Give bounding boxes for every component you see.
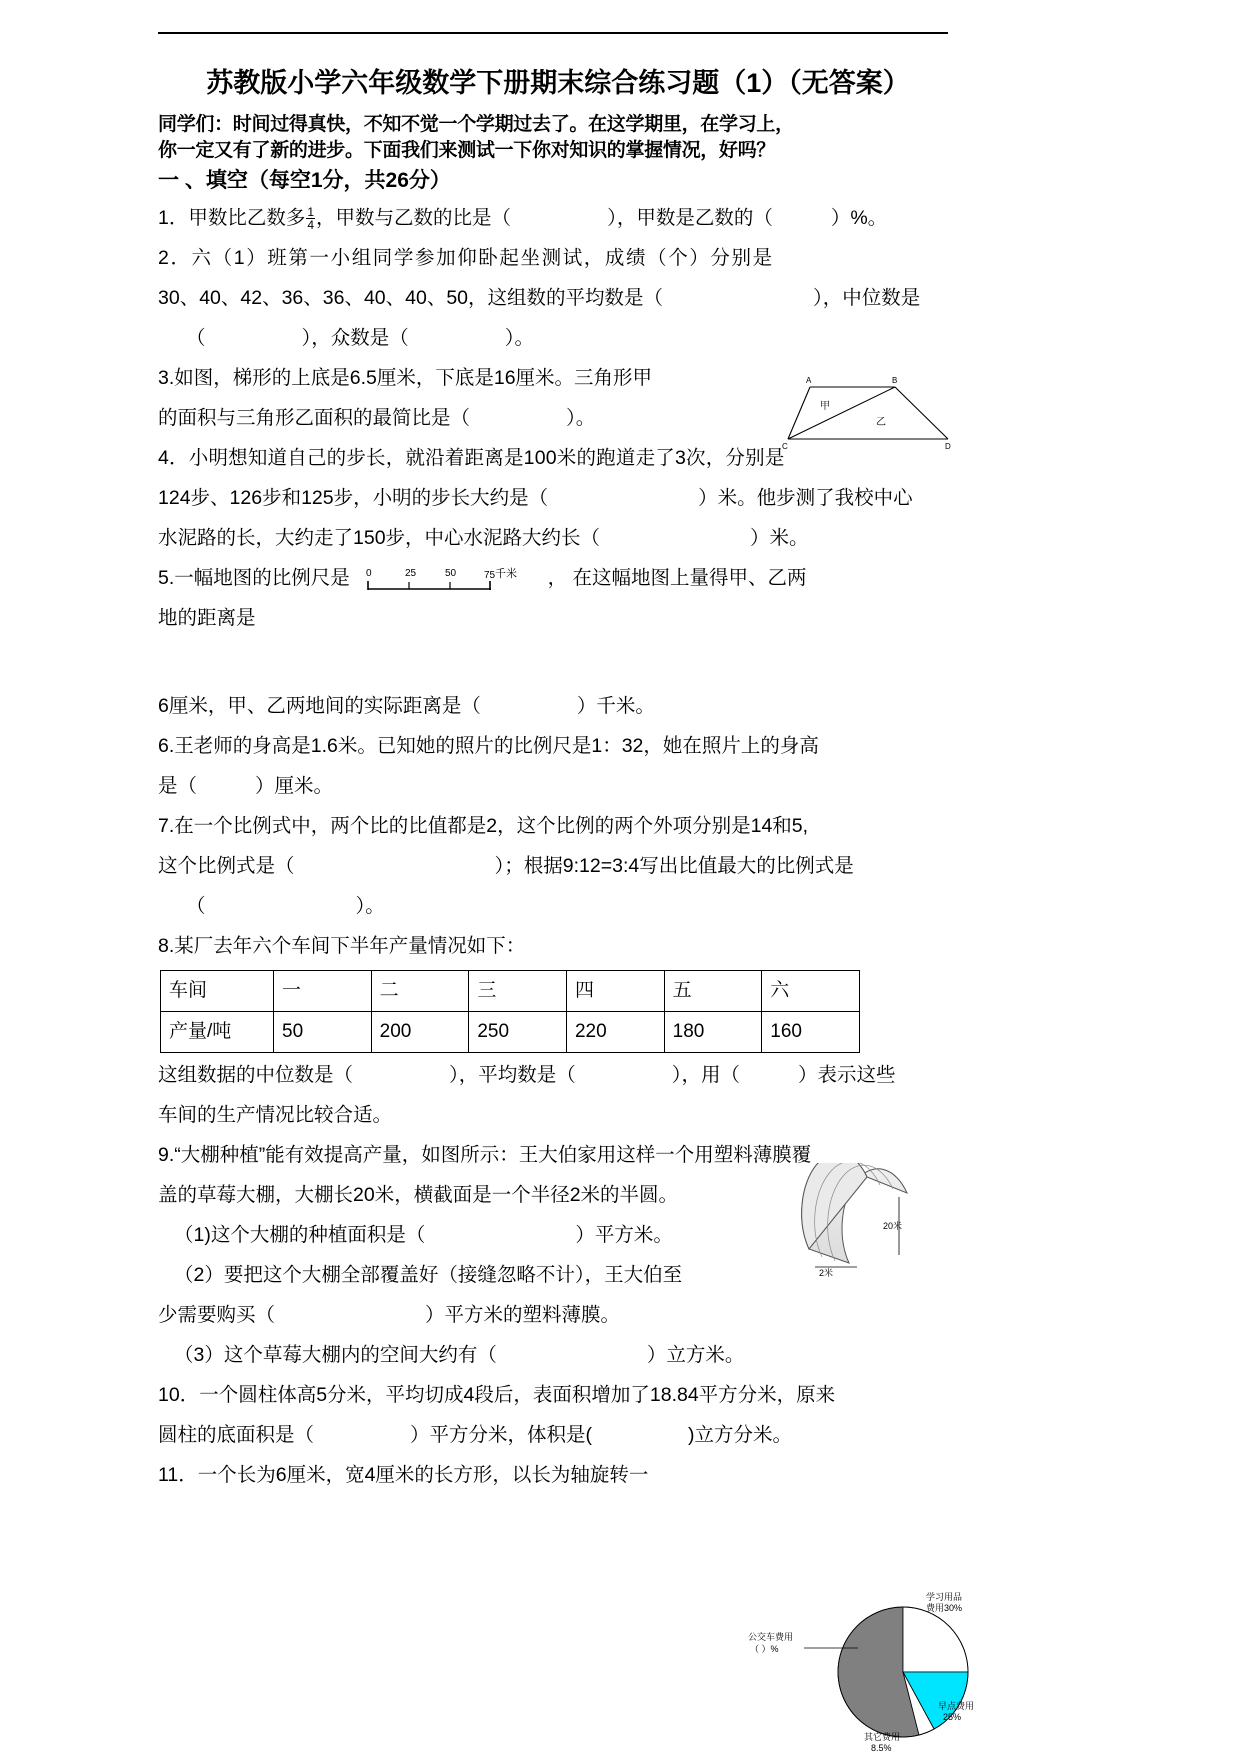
row-header-output: 产量/吨 xyxy=(161,1012,274,1053)
q5-line-3a: 6厘米，甲、乙两地间的实际距离是（ xyxy=(158,695,481,717)
q6-line-2b: ）厘米。 xyxy=(255,775,334,797)
row-header-workshop: 车间 xyxy=(161,971,274,1012)
trapezoid-label-C: C xyxy=(782,442,788,451)
q9-line-5 xyxy=(158,1295,958,1335)
trapezoid-label-jia: 甲 xyxy=(820,401,830,412)
q9-line-4a: （2）要把这个大棚全部覆盖好（接缝忽略不计），王大伯至 xyxy=(174,1264,683,1286)
q2-line-3c: ）。 xyxy=(504,327,535,349)
document-content xyxy=(158,62,958,1495)
question-5 xyxy=(158,558,958,726)
greenhouse-radius-label: 2米 xyxy=(819,1268,834,1278)
pie-label-other-line1: 其它费用 xyxy=(864,1732,901,1742)
q8-line-2d: ）表示这些 xyxy=(798,1064,896,1086)
q1-suffix: ）%。 xyxy=(830,207,888,229)
q2-line-3b: ），众数是（ xyxy=(301,327,409,349)
q4-line-2a: 124步、126步和125步，小明的步长大约是（ xyxy=(158,487,549,509)
q5-line-3b: ）千米。 xyxy=(576,695,655,717)
q8-line-3: 车间的生产情况比较合适。 xyxy=(158,1104,393,1126)
q5-spacer xyxy=(158,638,958,686)
table-cell-output-1: 50 xyxy=(274,1012,372,1053)
intro-line-2: 你一定又有了新的进步。下面我们来测试一下你对知识的掌握情况，好吗？ xyxy=(158,140,776,161)
q2-line-2 xyxy=(158,278,958,318)
pie-label-breakfast-line2: 25% xyxy=(943,1712,962,1722)
q9-line-5a: 少需要购买（ xyxy=(158,1304,276,1326)
table-row-header xyxy=(161,971,860,1012)
q2-line-2b: ），中位数是 xyxy=(813,287,921,309)
greenhouse-length-label: 20米 xyxy=(883,1221,903,1231)
page-title: 苏教版小学六年级数学下册期末综合练习题（1）（无答案） xyxy=(206,68,910,98)
q5-line-1b: ， xyxy=(547,567,568,589)
q5-line-2: 地的距离是 xyxy=(158,607,256,629)
scale-tick-label-50: 50 xyxy=(445,567,457,579)
q2-line-2a: 30、40、42、36、36、40、40、50，这组数的平均数是（ xyxy=(158,287,664,309)
q10-line-1: 10．一个圆柱体高5分米，平均切成4段后，表面积增加了18.84平方分米，原来 xyxy=(158,1384,836,1406)
question-8 xyxy=(158,926,958,1135)
pie-chart-figure xyxy=(738,1590,988,1752)
q9-line-6 xyxy=(158,1335,958,1375)
fraction-denominator: 4 xyxy=(307,218,315,233)
question-1 xyxy=(158,198,958,238)
q7-line-3 xyxy=(158,886,958,926)
production-table xyxy=(160,970,860,1053)
table-cell-output-3: 250 xyxy=(469,1012,567,1053)
q1-prefix: 1．甲数比乙数多 xyxy=(158,207,306,229)
q4-line-1: 4．小明想知道自己的步长，就沿着距离是100米的跑道走了3次，分别是 xyxy=(158,447,785,469)
q6-line-1: 6.王老师的身高是1.6米。已知她的照片的比例尺是1：32，她在照片上的身高 xyxy=(158,735,819,757)
trapezoid-label-B: B xyxy=(892,376,898,385)
intro-paragraph xyxy=(158,112,958,164)
q6-line-2a: 是（ xyxy=(158,775,198,797)
q9-line-5b: ）平方米的塑料薄膜。 xyxy=(425,1304,621,1326)
q5-line-3 xyxy=(158,686,958,726)
pie-label-study-line2: 费用30% xyxy=(926,1603,963,1613)
q9-line-2: 盖的草莓大棚，大棚长20米，横截面是一个半径2米的半圆。 xyxy=(158,1184,679,1206)
q9-line-6b: ）立方米。 xyxy=(646,1344,745,1366)
greenhouse-svg xyxy=(795,1163,945,1278)
q7-line-2 xyxy=(158,846,958,886)
q8-line-2 xyxy=(158,1055,958,1095)
q2-line-3 xyxy=(158,318,958,358)
question-6 xyxy=(158,726,958,806)
scale-tick-label-25: 25 xyxy=(405,567,417,579)
q4-line-3b: ）米。 xyxy=(750,527,809,549)
table-cell-workshop-6: 六 xyxy=(762,971,860,1012)
trapezoid-svg xyxy=(780,373,955,451)
q7-line-1: 7.在一个比例式中，两个比的比值都是2，这个比例的两个外项分别是14和5, xyxy=(158,815,809,837)
q8-line-2a: 这组数据的中位数是（ xyxy=(158,1064,354,1086)
q3-line-1: 3.如图，梯形的上底是6.5厘米，下底是16厘米。三角形甲 xyxy=(158,367,653,389)
q1-mid2: ），甲数是乙数的（ xyxy=(607,207,773,229)
q7-line-3a: （ xyxy=(186,895,206,917)
trapezoid-figure xyxy=(780,373,955,451)
table-cell-workshop-3: 三 xyxy=(469,971,567,1012)
q6-line-2 xyxy=(158,766,958,806)
q7-line-2a: 这个比例式是（ xyxy=(158,855,295,877)
q1-mid: ，甲数与乙数的比是（ xyxy=(316,207,512,229)
pie-chart-svg xyxy=(738,1590,988,1752)
q10-line-2c: )立方分米。 xyxy=(688,1424,793,1446)
pie-label-bus-line2: （ ）% xyxy=(750,1644,779,1654)
q11-line-1: 11．一个长为6厘米，宽4厘米的长方形，以长为轴旋转一 xyxy=(158,1464,649,1486)
fraction-one-quarter xyxy=(306,206,315,231)
q5-line-1c: 在这幅地图上量得甲、乙两 xyxy=(572,567,807,589)
trapezoid-label-D: D xyxy=(945,442,951,451)
pie-label-breakfast-line1: 早点费用 xyxy=(938,1701,975,1711)
scale-unit-label: 千米 xyxy=(495,567,518,580)
header-rule xyxy=(158,32,948,34)
trapezoid-label-A: A xyxy=(806,376,812,385)
table-cell-output-6: 160 xyxy=(762,1012,860,1053)
q10-line-2b: ）平方分米，体积是( xyxy=(410,1424,593,1446)
fraction-numerator: 1 xyxy=(307,205,315,220)
q10-line-2 xyxy=(158,1415,958,1455)
q4-line-2b: ）米。他步测了我校中心 xyxy=(698,487,913,509)
question-4 xyxy=(158,438,958,558)
pie-label-other-line2: 8.5% xyxy=(871,1743,892,1752)
table-cell-workshop-1: 一 xyxy=(274,971,372,1012)
q7-line-2b: ）；根据9:12=3:4写出比值最大的比例式是 xyxy=(494,855,854,877)
scale-ruler-figure xyxy=(361,564,536,594)
pie-label-study-line1: 学习用品 xyxy=(926,1592,963,1602)
table-cell-output-2: 200 xyxy=(371,1012,469,1053)
q3-line-2b: ）。 xyxy=(566,407,596,429)
section-heading-fill-in-blanks: 一 、填空（每空1分，共26分） xyxy=(158,169,451,192)
pie-label-bus-line1: 公交车费用 xyxy=(748,1632,794,1642)
question-11 xyxy=(158,1455,958,1495)
question-10 xyxy=(158,1375,958,1455)
table-cell-workshop-2: 二 xyxy=(371,971,469,1012)
scale-tick-label-0: 0 xyxy=(366,567,372,579)
question-7 xyxy=(158,806,958,926)
q9-line-1: 9.“大棚种植”能有效提高产量，如图所示：王大伯家用这样一个用塑料薄膜覆 xyxy=(158,1144,812,1166)
greenhouse-figure xyxy=(795,1163,945,1278)
q4-line-3 xyxy=(158,518,958,558)
table-row-output xyxy=(161,1012,860,1053)
q4-line-2 xyxy=(158,478,958,518)
scale-ruler-svg xyxy=(361,564,536,594)
q10-line-2a: 圆柱的底面积是（ xyxy=(158,1424,315,1446)
q4-line-3a: 水泥路的长，大约走了150步，中心水泥路大约长（ xyxy=(158,527,601,549)
q8-line-2c: ），用（ xyxy=(671,1064,741,1086)
q3-line-2a: 的面积与三角形乙面积的最简比是（ xyxy=(158,407,471,429)
question-2 xyxy=(158,238,958,358)
scale-tick-label-75: 75 xyxy=(484,569,496,581)
q8-line-1: 8.某厂去年六个车间下半年产量情况如下： xyxy=(158,935,526,957)
q9-line-6a: （3）这个草莓大棚内的空间大约有（ xyxy=(174,1344,497,1366)
q9-line-3b: ）平方米。 xyxy=(575,1224,673,1246)
table-cell-workshop-5: 五 xyxy=(664,971,762,1012)
intro-line-1: 同学们：时间过得真快，不知不觉一个学期过去了。在这学期里，在学习上， xyxy=(158,114,794,135)
q7-line-3b: ）。 xyxy=(355,895,385,917)
q2-line-3a: （ xyxy=(186,327,206,349)
q9-line-3a: （1)这个大棚的种植面积是（ xyxy=(174,1224,426,1246)
table-cell-output-4: 220 xyxy=(566,1012,664,1053)
trapezoid-label-yi: 乙 xyxy=(876,417,886,428)
q2-line-1: 2．六（1）班第一小组同学参加仰卧起坐测试，成绩（个）分别是 xyxy=(158,247,774,269)
q5-line-1a: 5.一幅地图的比例尺是 xyxy=(158,567,350,589)
q8-line-2b: ），平均数是（ xyxy=(449,1064,576,1086)
q5-line-1 xyxy=(158,558,958,598)
table-cell-workshop-4: 四 xyxy=(566,971,664,1012)
table-cell-output-5: 180 xyxy=(664,1012,762,1053)
